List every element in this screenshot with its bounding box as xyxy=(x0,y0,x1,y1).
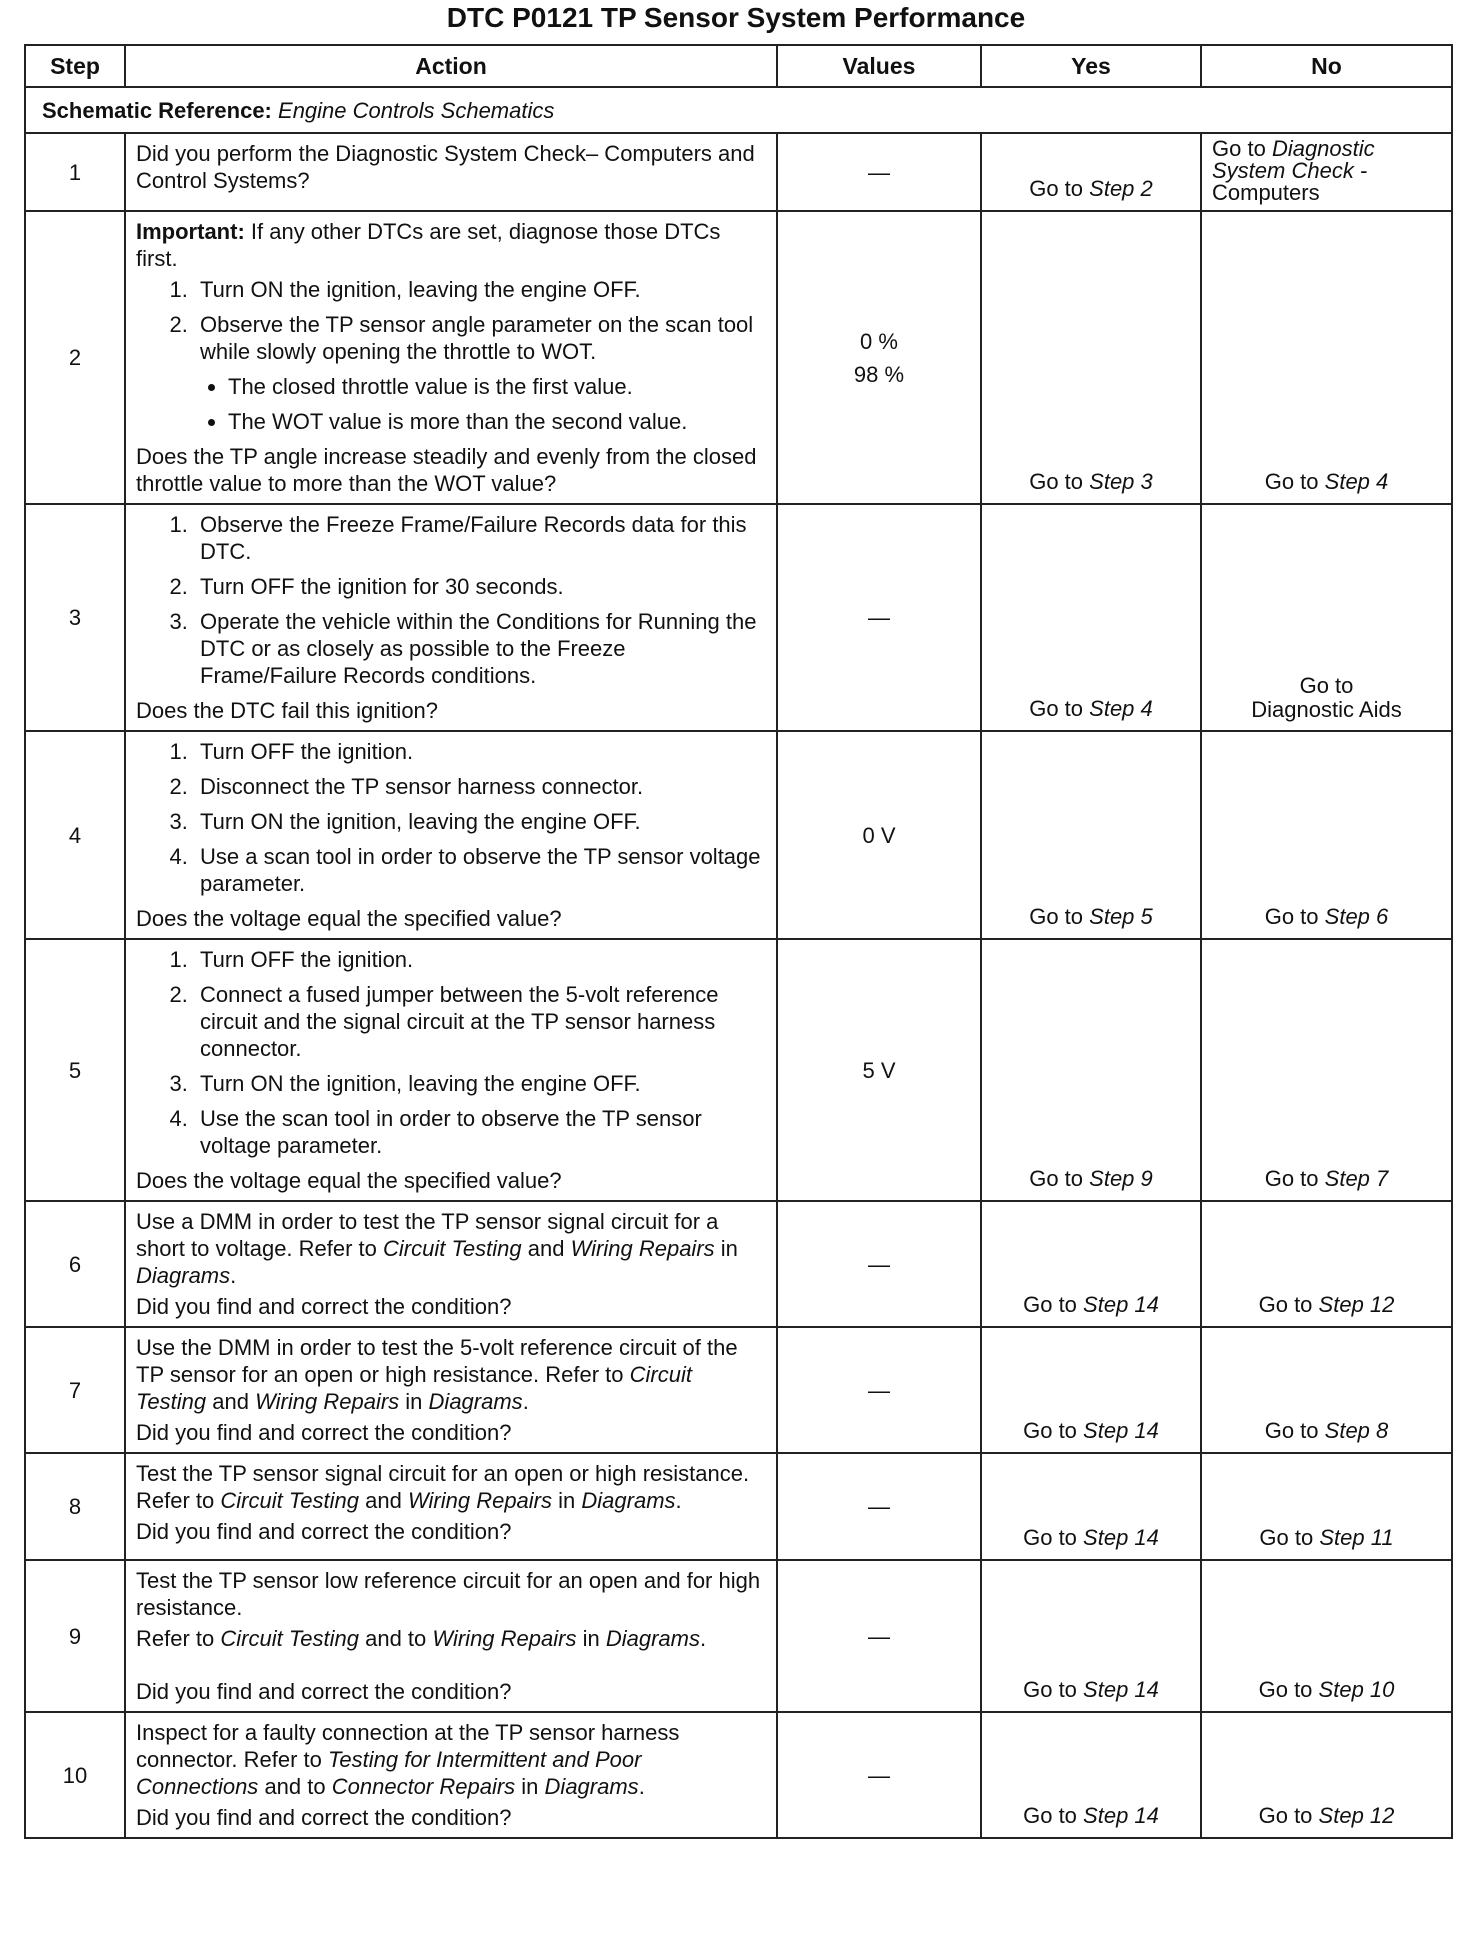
action-question: Did you find and correct the condition? xyxy=(136,1679,512,1704)
important-note xyxy=(136,218,766,272)
go-to-label: Go to xyxy=(1264,1418,1319,1443)
action-item: 3. Turn ON the ignition, leaving the engine OFF. xyxy=(194,1070,766,1097)
action-question: Did you find and correct the condition? xyxy=(136,1805,512,1830)
action-text-body: Test the TP sensor signal circuit for an open or high resistance. Refer to xyxy=(136,1461,750,1513)
reference-link[interactable]: Wiring Repairs xyxy=(407,1488,553,1513)
action-text-body: Inspect for a faulty connection at the TP sensor harness connector. Refer to xyxy=(136,1720,680,1772)
value-closed: 0 % xyxy=(860,328,898,354)
reference-link[interactable]: Circuit Testing xyxy=(383,1236,522,1261)
page-title: DTC P0121 TP Sensor System Performance xyxy=(446,2,1026,33)
no-cell xyxy=(1201,1560,1452,1712)
step-number: 6 xyxy=(25,1201,125,1327)
yes-link[interactable]: Step 14 xyxy=(1083,1418,1159,1443)
table-row xyxy=(25,211,1452,504)
header-no: No xyxy=(1201,45,1452,87)
yes-link[interactable]: Step 4 xyxy=(1089,696,1153,721)
bullet-list xyxy=(136,373,766,435)
yes-link[interactable]: Step 14 xyxy=(1083,1525,1159,1550)
diagnostic-table xyxy=(24,44,1453,1839)
yes-link[interactable]: Step 14 xyxy=(1083,1803,1159,1828)
action-list xyxy=(136,276,766,365)
yes-link[interactable]: Step 2 xyxy=(1089,176,1153,201)
reference-link[interactable]: Circuit Testing xyxy=(220,1626,359,1651)
action-cell xyxy=(125,133,777,211)
reference-link[interactable]: Diagrams xyxy=(544,1774,639,1799)
value-cell: — xyxy=(777,1453,981,1560)
value-cell: — xyxy=(777,1560,981,1712)
action-cell xyxy=(125,1327,777,1453)
action-cell xyxy=(125,939,777,1201)
yes-cell xyxy=(981,1453,1201,1560)
go-to-label: Go to xyxy=(1023,1803,1077,1828)
action-item: 1. Observe the Freeze Frame/Failure Records data for this DTC. xyxy=(194,511,766,565)
no-cell xyxy=(1201,939,1452,1201)
action-cell xyxy=(125,211,777,504)
value-cell: 5 V xyxy=(777,939,981,1201)
conjunction: and xyxy=(212,1389,249,1414)
value-cell: — xyxy=(777,504,981,731)
action-question: Did you find and correct the condition? xyxy=(136,1519,512,1544)
action-cell xyxy=(125,504,777,731)
action-item-text: Observe the TP sensor angle parameter on the scan tool while slowly opening the throttle to WOT. xyxy=(200,312,754,364)
no-link[interactable]: Step 7 xyxy=(1324,1166,1389,1191)
bullet-item: • The WOT value is more than the second value. xyxy=(228,408,766,435)
bullet-item: • The closed throttle value is the first value. xyxy=(228,373,766,400)
no-cell xyxy=(1201,1712,1452,1838)
yes-cell xyxy=(981,1712,1201,1838)
reference-link[interactable]: Wiring Repairs xyxy=(432,1626,577,1651)
step-number: 10 xyxy=(25,1712,125,1838)
action-item: 4. Use a scan tool in order to observe the TP sensor voltage parameter. xyxy=(194,843,766,897)
go-to-label: Go to xyxy=(1029,469,1084,494)
no-link[interactable]: Step 12 xyxy=(1318,1803,1395,1828)
reference-link[interactable]: Wiring Repairs xyxy=(570,1236,715,1261)
step-number: 2 xyxy=(25,211,125,504)
punctuation: . xyxy=(230,1263,237,1288)
go-to-label: Go to xyxy=(1259,1525,1314,1550)
yes-cell xyxy=(981,211,1201,504)
action-question: Does the TP angle increase steadily and evenly from the closed throttle value to more than the WOT value? xyxy=(136,444,757,496)
action-cell xyxy=(125,1201,777,1327)
action-item: 1. Turn OFF the ignition. xyxy=(194,946,766,973)
action-text xyxy=(136,1460,766,1514)
value-cell: — xyxy=(777,1712,981,1838)
go-to-label: Go to xyxy=(1023,1525,1077,1550)
yes-cell xyxy=(981,1327,1201,1453)
no-link[interactable]: Step 6 xyxy=(1324,904,1389,929)
no-cell xyxy=(1201,1327,1452,1453)
table-row xyxy=(25,504,1452,731)
conjunction: in xyxy=(558,1488,576,1513)
step-number: 8 xyxy=(25,1453,125,1560)
step-number: 7 xyxy=(25,1327,125,1453)
table-row xyxy=(25,133,1452,211)
no-cell xyxy=(1201,731,1452,939)
table-row xyxy=(25,731,1452,939)
go-to-label: Go to xyxy=(1258,1803,1313,1828)
conjunction: and to xyxy=(264,1774,326,1799)
action-question: Does the DTC fail this ignition? xyxy=(136,698,439,723)
action-item: 2. Turn OFF the ignition for 30 seconds. xyxy=(194,573,766,600)
no-tail: Computers xyxy=(1212,180,1320,205)
yes-link[interactable]: Step 14 xyxy=(1083,1292,1159,1317)
no-link[interactable]: Step 4 xyxy=(1324,469,1389,494)
action-question: Does the voltage equal the specified value? xyxy=(136,906,562,931)
step-number: 3 xyxy=(25,504,125,731)
no-cell xyxy=(1201,133,1452,211)
schematic-row xyxy=(25,87,1452,133)
important-label: Important: xyxy=(136,219,245,244)
action-question: Did you find and correct the condition? xyxy=(136,1420,512,1445)
action-list xyxy=(136,738,766,897)
no-cell xyxy=(1201,211,1452,504)
refer-label: Refer to xyxy=(136,1626,215,1651)
value-cell: — xyxy=(777,133,981,211)
conjunction: in xyxy=(720,1236,738,1261)
action-item xyxy=(194,311,766,365)
punctuation: . xyxy=(675,1488,682,1513)
action-text-body: Use the DMM in order to test the 5-volt reference circuit of the TP sensor for an open or high resistance. Refer to xyxy=(136,1335,738,1387)
no-link[interactable]: Step 11 xyxy=(1319,1525,1394,1550)
action-text xyxy=(136,1719,766,1800)
action-list xyxy=(136,946,766,1159)
yes-link[interactable]: Step 9 xyxy=(1089,1166,1153,1191)
value-wot: 98 % xyxy=(853,361,905,387)
reference-link[interactable]: Diagrams xyxy=(605,1626,700,1651)
yes-cell xyxy=(981,939,1201,1201)
action-question: Did you find and correct the condition? xyxy=(136,1294,512,1319)
no-link[interactable]: Diagnostic Aids xyxy=(1251,697,1402,722)
go-to-label: Go to xyxy=(1023,1292,1077,1317)
yes-cell xyxy=(981,504,1201,731)
action-item: 2. Disconnect the TP sensor harness connector. xyxy=(194,773,766,800)
yes-link[interactable]: Step 5 xyxy=(1089,904,1153,929)
conjunction: in xyxy=(582,1626,600,1651)
reference-link[interactable]: Diagrams xyxy=(581,1488,676,1513)
punctuation: . xyxy=(638,1774,645,1799)
table-row xyxy=(25,1201,1452,1327)
important-text: If any other DTCs are set, diagnose those DTCs first. xyxy=(136,219,721,271)
table-row xyxy=(25,1712,1452,1838)
step-number: 5 xyxy=(25,939,125,1201)
table-row xyxy=(25,1453,1452,1560)
action-item: 4. Use the scan tool in order to observe the TP sensor voltage parameter. xyxy=(194,1105,766,1159)
table-row xyxy=(25,939,1452,1201)
header-action: Action xyxy=(125,45,777,87)
step-number: 9 xyxy=(25,1560,125,1712)
value-cell xyxy=(777,211,981,504)
yes-link[interactable]: Step 14 xyxy=(1083,1677,1159,1702)
go-to-label: Go to xyxy=(1023,1418,1077,1443)
reference-link[interactable]: Circuit Testing xyxy=(136,1362,692,1414)
value-cell: — xyxy=(777,1201,981,1327)
table-row xyxy=(25,1560,1452,1712)
conjunction: in xyxy=(521,1774,539,1799)
reference-link[interactable]: Circuit Testing xyxy=(220,1488,359,1513)
yes-cell xyxy=(981,731,1201,939)
schematic-reference xyxy=(25,87,1452,133)
no-link[interactable]: Diagnostic System Check - xyxy=(1212,136,1375,183)
action-text xyxy=(136,1208,766,1289)
value-cell: 0 V xyxy=(777,731,981,939)
schematic-link[interactable]: Engine Controls Schematics xyxy=(278,97,555,123)
go-to-label: Go to xyxy=(1264,469,1319,494)
reference-link[interactable]: Testing for Intermittent and Poor Connections xyxy=(136,1747,642,1799)
action-list xyxy=(136,511,766,689)
header-step: Step xyxy=(25,45,125,87)
step-number: 4 xyxy=(25,731,125,939)
conjunction: and xyxy=(365,1488,402,1513)
go-to-label: Go to xyxy=(1299,673,1354,698)
header-row xyxy=(25,45,1452,87)
no-cell xyxy=(1201,1453,1452,1560)
go-to-label: Go to xyxy=(1029,1166,1084,1191)
conjunction: and to xyxy=(365,1626,427,1651)
action-item: 2. Connect a fused jumper between the 5-volt reference circuit and the signal circuit at the TP sensor harness connector. xyxy=(194,981,766,1062)
action-item: 1. Turn OFF the ignition. xyxy=(194,738,766,765)
go-to-label: Go to xyxy=(1029,176,1084,201)
action-text: Did you perform the Diagnostic System Check– Computers and Control Systems? xyxy=(136,141,755,193)
action-item: 3. Turn ON the ignition, leaving the engine OFF. xyxy=(194,808,766,835)
go-to-label: Go to xyxy=(1258,1677,1313,1702)
go-to-label: Go to xyxy=(1023,1677,1077,1702)
action-cell xyxy=(125,1560,777,1712)
conjunction: and xyxy=(527,1236,565,1261)
action-text xyxy=(136,1625,766,1652)
yes-cell xyxy=(981,1560,1201,1712)
header-values: Values xyxy=(777,45,981,87)
punctuation: . xyxy=(699,1626,707,1651)
go-to-label: Go to xyxy=(1029,696,1084,721)
no-link[interactable]: Step 12 xyxy=(1318,1292,1395,1317)
no-cell xyxy=(1201,504,1452,731)
yes-link[interactable]: Step 3 xyxy=(1089,469,1153,494)
go-to-label: Go to xyxy=(1029,904,1084,929)
action-cell xyxy=(125,1453,777,1560)
go-to-label: Go to xyxy=(1264,904,1319,929)
conjunction: in xyxy=(405,1389,423,1414)
action-item: 3. Operate the vehicle within the Conditions for Running the DTC or as closely as possible to the Freeze Frame/Failure Records conditions. xyxy=(194,608,766,689)
no-link[interactable]: Step 8 xyxy=(1324,1418,1389,1443)
go-to-label: Go to xyxy=(1258,1292,1313,1317)
punctuation: . xyxy=(522,1389,529,1414)
value-cell: — xyxy=(777,1327,981,1453)
no-link[interactable]: Step 10 xyxy=(1318,1677,1395,1702)
schematic-label: Schematic Reference: xyxy=(42,97,272,123)
go-to-label: Go to xyxy=(1212,136,1266,161)
action-text xyxy=(136,1334,766,1415)
action-text-body: Use a DMM in order to test the TP sensor signal circuit for a short to voltage. Refer to xyxy=(136,1209,719,1261)
yes-cell xyxy=(981,133,1201,211)
reference-link[interactable]: Connector Repairs xyxy=(331,1774,516,1799)
reference-link[interactable]: Diagrams xyxy=(428,1389,523,1414)
table-row xyxy=(25,1327,1452,1453)
header-yes: Yes xyxy=(981,45,1201,87)
action-cell xyxy=(125,731,777,939)
no-cell xyxy=(1201,1201,1452,1327)
go-to-label: Go to xyxy=(1264,1166,1319,1191)
action-text: Test the TP sensor low reference circuit for an open and for high resistance. xyxy=(136,1568,761,1620)
reference-link[interactable]: Wiring Repairs xyxy=(255,1389,400,1414)
action-item: 1. Turn ON the ignition, leaving the engine OFF. xyxy=(194,276,766,303)
step-number: 1 xyxy=(25,133,125,211)
reference-link[interactable]: Diagrams xyxy=(136,1263,231,1288)
yes-cell xyxy=(981,1201,1201,1327)
action-question: Does the voltage equal the specified value? xyxy=(136,1168,562,1193)
action-cell xyxy=(125,1712,777,1838)
